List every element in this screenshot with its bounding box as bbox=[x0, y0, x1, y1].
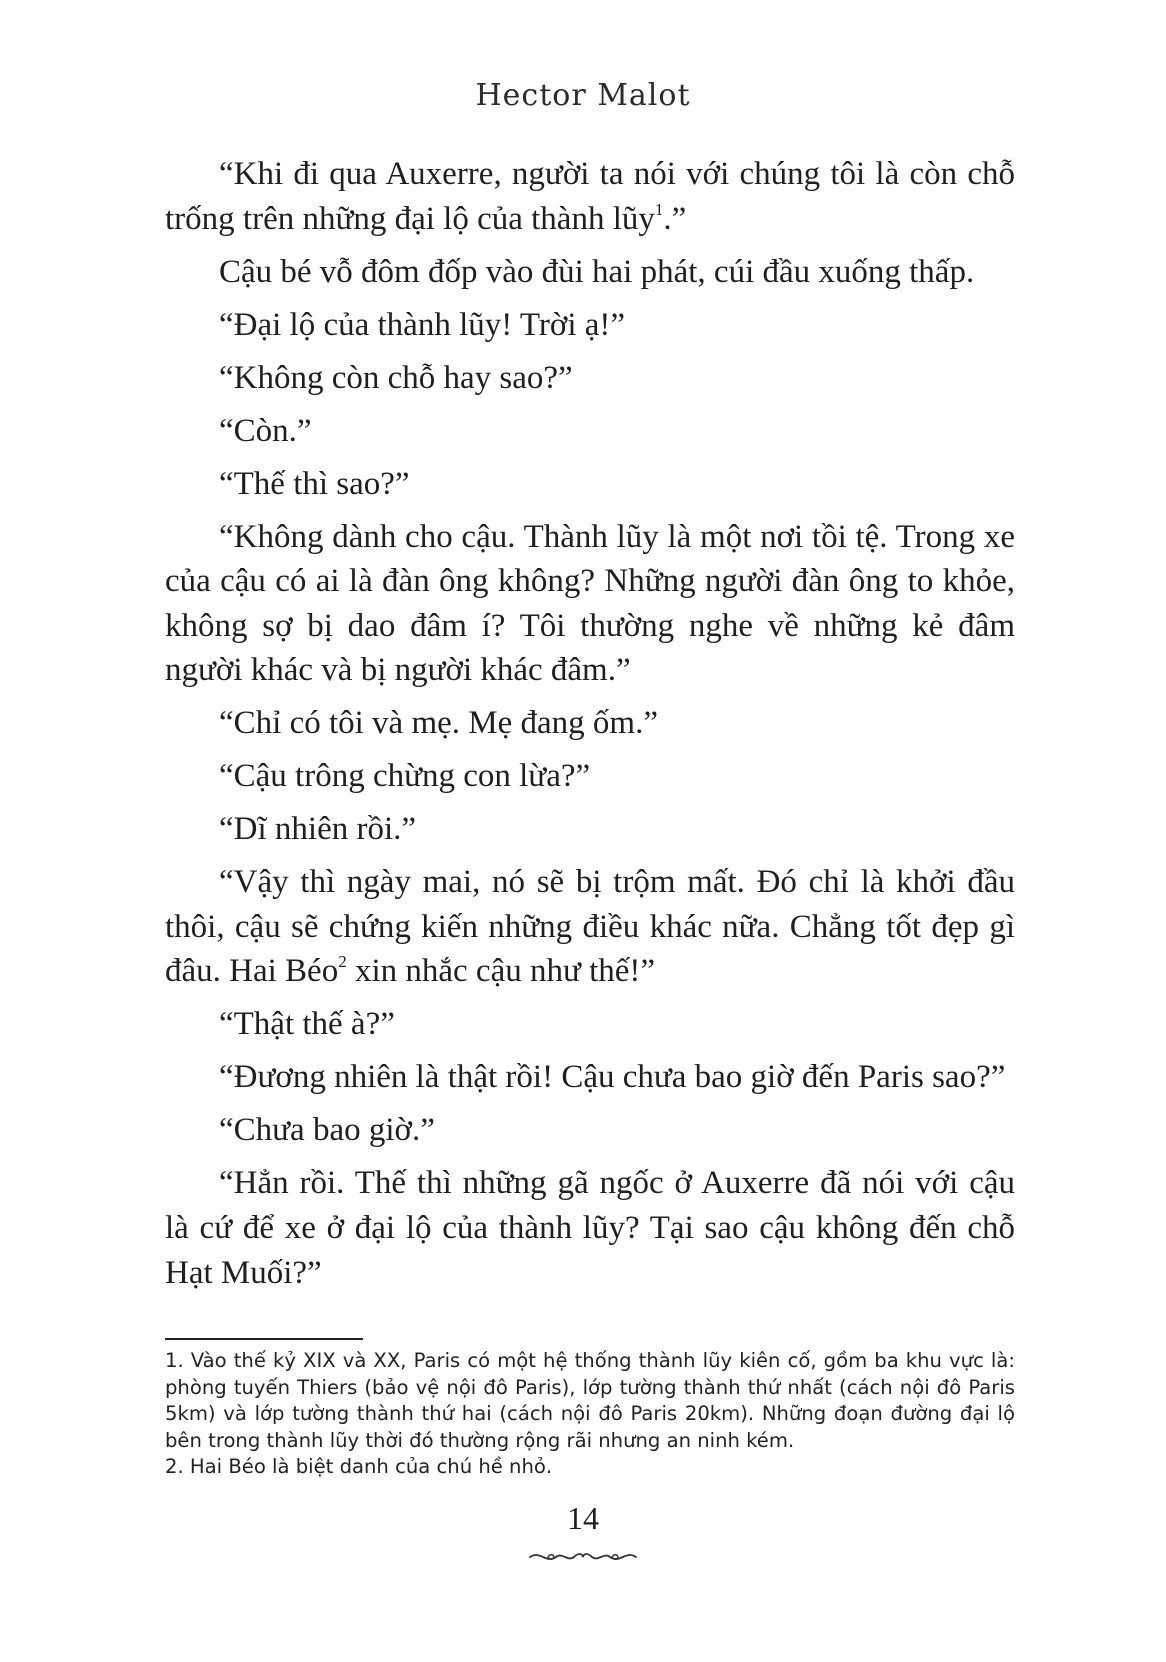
paragraph: “Chỉ có tôi và mẹ. Mẹ đang ốm.” bbox=[219, 705, 658, 742]
paragraph: “Đại lộ của thành lũy! Trời ạ!” bbox=[219, 306, 626, 343]
paragraph: “Không còn chỗ hay sao?” bbox=[219, 359, 573, 396]
paragraph bbox=[165, 152, 1015, 241]
paragraph-text: “Khi đi qua Auxerre, người ta nói với chúng tôi là còn chỗ trống trên những đại lộ của thành lũy bbox=[165, 156, 1015, 237]
page-number: 14 bbox=[567, 1500, 599, 1536]
paragraph: “Cậu trông chừng con lừa?” bbox=[219, 758, 591, 795]
paragraph: “Chưa bao giờ.” bbox=[219, 1112, 435, 1149]
footnote: 2. Hai Béo là biệt danh của chú hề nhỏ. bbox=[165, 1455, 553, 1479]
paragraph: Cậu bé vỗ đôm đốp vào đùi hai phát, cúi đầu xuống thấp. bbox=[219, 253, 975, 290]
paragraph: “Còn.” bbox=[219, 412, 312, 449]
paragraph: “Hẳn rồi. Thế thì những gã ngốc ở Auxerre đã nói với cậu là cứ để xe ở đại lộ của thành lũy? Tại sao cậu không đến chỗ Hạt Muối?” bbox=[165, 1165, 1015, 1291]
footnote-ref: 1 bbox=[654, 199, 664, 219]
paragraph-text-tail: xin nhắc cậu như thế!” bbox=[346, 953, 656, 990]
footnote: 1. Vào thế kỷ XIX và XX, Paris có một hệ thống thành lũy kiên cố, gồm ba khu vực là: phòng tuyến Thiers (bảo vệ nội đô Paris), lớp tường thành thứ nhất (cách nội đô Paris 5km) và lớp tường thành thứ hai (cách nội đô Paris 20km). Những đoạn đường đại lộ bên trong thành lũy thời đó thường rộng rãi nhưng an ninh kém. bbox=[165, 1349, 1015, 1452]
paragraph: “Thế thì sao?” bbox=[219, 465, 410, 502]
running-title: Hector Malot bbox=[475, 78, 691, 113]
paragraph: “Không dành cho cậu. Thành lũy là một nơi tồi tệ. Trong xe của cậu có ai là đàn ông không? Những người đàn ông to khỏe, không sợ bị dao đâm í? Tôi thường nghe về những kẻ đâm người khác và bị người khác đâm.” bbox=[165, 518, 1015, 689]
paragraph: “Đương nhiên là thật rồi! Cậu chưa bao giờ đến Paris sao?” bbox=[219, 1059, 1006, 1096]
footnote-ref: 2 bbox=[338, 952, 347, 972]
paragraph-text: “Vậy thì ngày mai, nó sẽ bị trộm mất. Đó chỉ là khởi đầu thôi, cậu sẽ chứng kiến những điều khác nữa. Chẳng tốt đẹp gì đâu. Hai Béo bbox=[165, 864, 1015, 990]
flourish-ornament-icon bbox=[528, 1548, 638, 1566]
paragraph bbox=[165, 860, 1015, 994]
paragraph: “Thật thế à?” bbox=[219, 1006, 395, 1043]
footnote-divider bbox=[165, 1338, 363, 1340]
paragraph: “Dĩ nhiên rồi.” bbox=[219, 811, 417, 848]
footnotes bbox=[165, 1348, 1015, 1481]
paragraph-text-tail: .” bbox=[663, 200, 687, 237]
body-text bbox=[165, 152, 1015, 1304]
